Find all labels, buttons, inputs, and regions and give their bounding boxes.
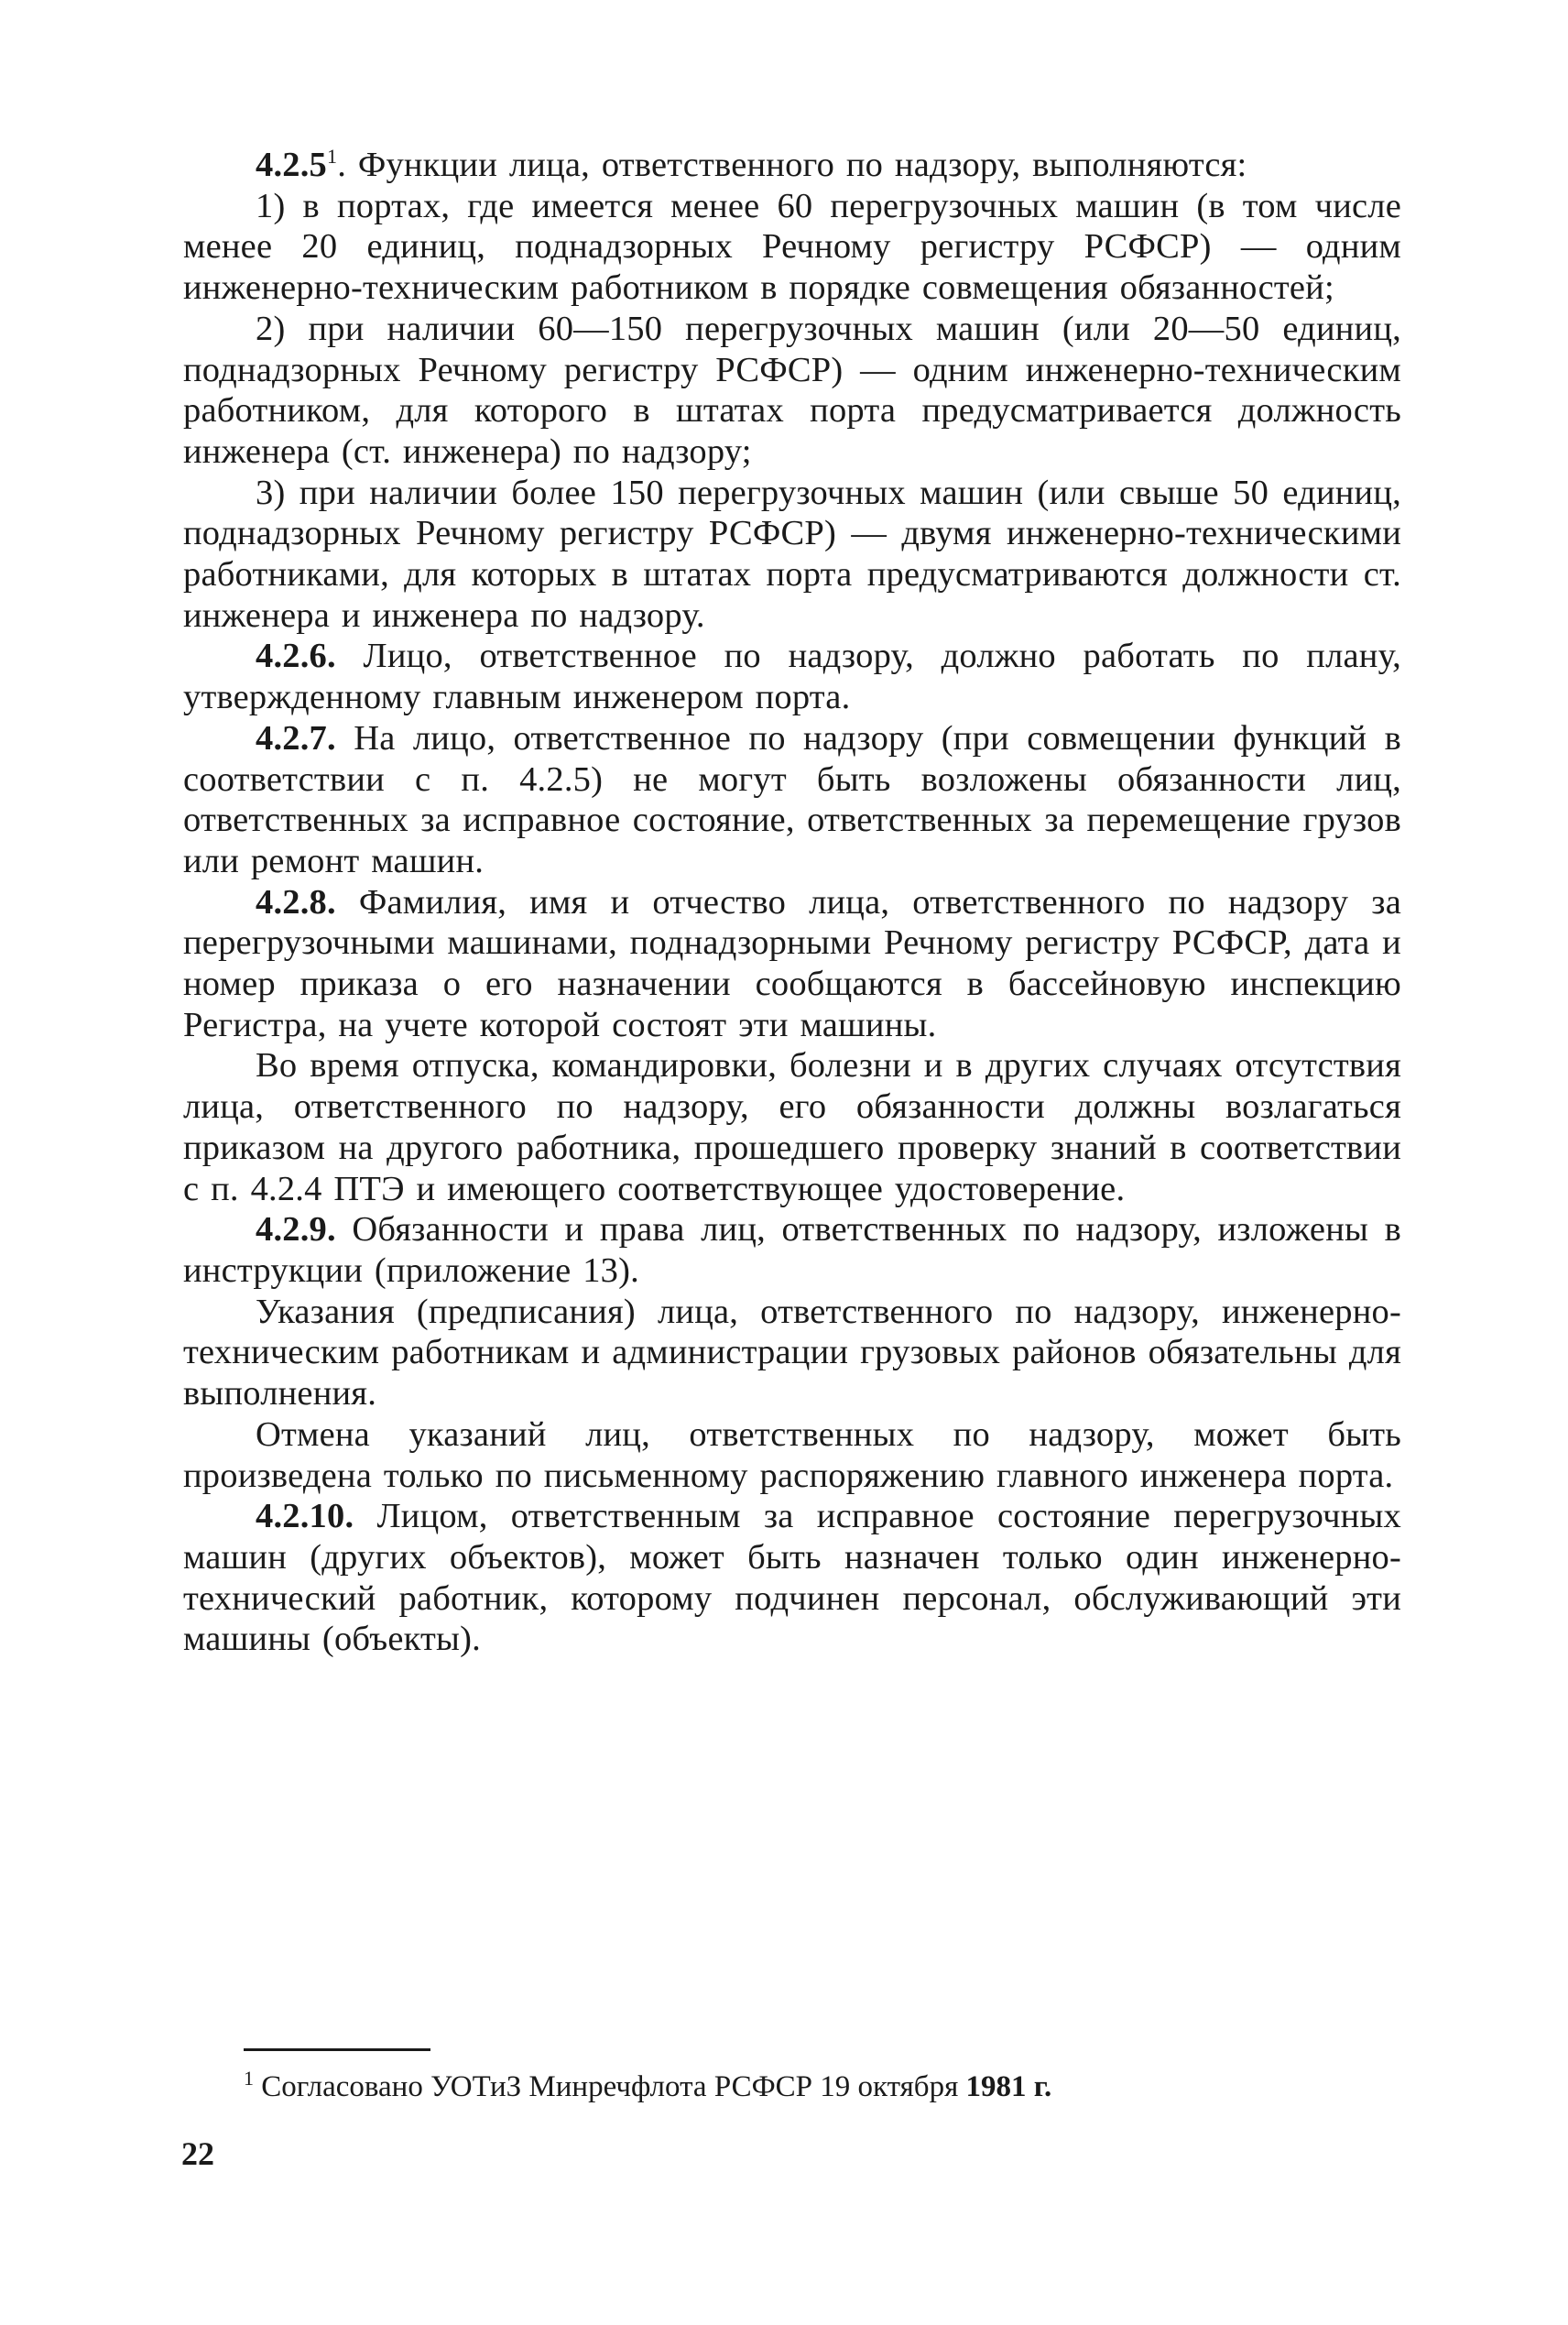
paragraph-4-2-7 [183,718,1401,882]
footnote-year: 1981 г. [965,2070,1052,2103]
section-number: 4.2.6. [256,637,336,676]
footnote-ref: 1 [327,145,338,169]
paragraph-text: Отмена указаний лиц, ответственных по надзору, может быть произведена только по письменному распоряжению главного инженера порта. [183,1414,1401,1495]
paragraph-text: Лицом, ответственным за исправное состояние перегрузочных машин (других объектов), может быть назначен только один инженерно-технический работник, которому подчинен персонал, обслуживающий эти машины (объекты). [183,1497,1401,1659]
list-item-1 [183,186,1401,309]
paragraph-text: Указания (предписания) лица, ответственного по надзору, инженерно-техническим работникам и администрации грузовых районов обязательны для выполнения. [183,1292,1401,1414]
section-number: 4.2.7. [256,718,336,758]
paragraph-4-2-6 [183,636,1401,717]
section-number: 4.2.9. [256,1210,336,1250]
list-item-2 [183,309,1401,473]
paragraph-4-2-10 [183,1496,1401,1660]
footnote-divider [244,2048,430,2051]
footnote-text: Согласовано УОТиЗ Минречфлота РСФСР 19 октября [254,2070,966,2103]
paragraph-absence [183,1045,1401,1209]
section-number: 4.2.5 [256,146,327,184]
paragraph-text: 2) при наличии 60—150 перегрузочных машин (или 20—50 единиц, поднадзорных Речному регистру РСФСР) — одним инженерно-техническим работником, для которого в штатах порта предусматривается должность инженера (ст. инженера) по надзору; [183,309,1401,471]
paragraph-instructions [183,1292,1401,1414]
paragraph-text: Лицо, ответственное по надзору, должно работать по плану, утвержденному главным инженером порта. [183,637,1401,717]
footnote-marker: 1 [244,2067,254,2090]
paragraph-text: Фамилия, имя и отчество лица, ответственного по надзору за перегрузочными машинами, поднадзорными Речному регистру РСФСР, дата и номер приказа о его назначении сообщаются в бассейновую инспекцию Регистра, на учете которой состоят эти машины. [183,882,1401,1044]
document-body [183,145,1401,1660]
paragraph-4-2-5-1 [183,145,1401,186]
page-number: 22 [181,2135,214,2172]
paragraph-text: . Функции лица, ответственного по надзору, выполняются: [337,146,1247,184]
paragraph-text: 3) при наличии более 150 перегрузочных машин (или свыше 50 единиц, поднадзорных Речному регистру РСФСР) — двумя инженерно-техническими работниками, для которых в штатах порта предусматриваются должности ст. инженера и инженера по надзору. [183,473,1401,635]
section-number: 4.2.8. [256,882,336,922]
paragraph-4-2-8 [183,882,1401,1046]
paragraph-text: 1) в портах, где имеется менее 60 перегрузочных машин (в том числе менее 20 единиц, поднадзорных Речному регистру РСФСР) — одним инженерно-техническим работником в порядке совмещения обязанностей; [183,186,1401,308]
footnote [244,2068,1334,2105]
paragraph-cancellation [183,1414,1401,1496]
paragraph-4-2-9 [183,1209,1401,1291]
list-item-3 [183,473,1401,637]
paragraph-text: Обязанности и права лиц, ответственных по надзору, изложены в инструкции (приложение 13). [183,1210,1401,1290]
paragraph-text: Во время отпуска, командировки, болезни и в других случаях отсутствия лица, ответственного по надзору, его обязанности должны возлагаться приказом на другого работника, прошедшего проверку знаний в соответствии с п. 4.2.4 ПТЭ и имеющего соответствующее удостоверение. [183,1046,1401,1208]
paragraph-text: На лицо, ответственное по надзору (при совмещении функций в соответствии с п. 4.2.5) не могут быть возложены обязанности лиц, ответственных за исправное состояние, ответственных за перемещение грузов или ремонт машин. [183,718,1401,880]
section-number: 4.2.10. [256,1497,354,1536]
